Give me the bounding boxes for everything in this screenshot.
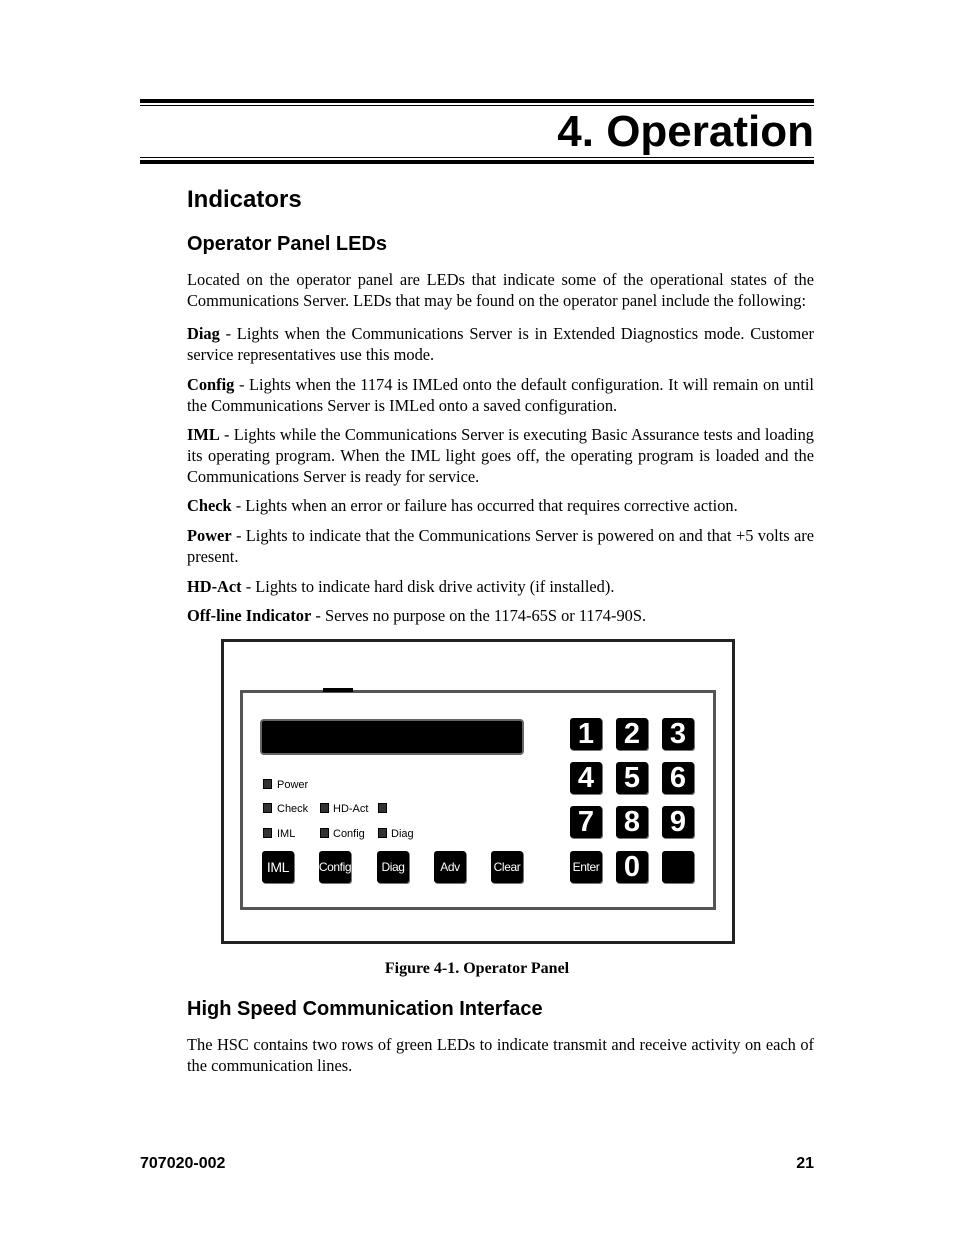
- led-desc: - Lights to indicate hard disk drive activity (if installed).: [241, 577, 615, 596]
- led-desc: - Serves no purpose on the 1174-65S or 1174-90S.: [311, 606, 647, 625]
- section-heading-indicators: Indicators: [187, 186, 302, 213]
- led-power-indicator: [263, 779, 272, 789]
- subsection-heading-hsc: High Speed Communication Interface: [187, 998, 543, 1020]
- led-term: Check: [187, 496, 232, 515]
- led-desc: - Lights to indicate that the Communications Server is powered on and that +5 volts are present.: [187, 526, 814, 566]
- config-key: Config: [319, 851, 351, 883]
- diag-key: Diag: [377, 851, 409, 883]
- led-desc: - Lights when the Communications Server is in Extended Diagnostics mode. Customer service representatives use this mode.: [187, 324, 814, 364]
- chapter-title: 4. Operation: [557, 107, 814, 156]
- led-term: HD-Act: [187, 577, 242, 596]
- led-config-indicator: [320, 828, 329, 838]
- header-rule-top-thick: [140, 99, 814, 103]
- header-rule-bottom-thin: [140, 157, 814, 158]
- led-term: Off-line Indicator: [187, 606, 312, 625]
- digit-key-5: 5: [616, 762, 648, 794]
- digit-key-2: 2: [616, 718, 648, 750]
- led-term: Config: [187, 375, 235, 394]
- led-term: IML: [187, 425, 220, 444]
- digit-key-0: 0: [616, 851, 648, 883]
- panel-display-tab: [333, 723, 385, 729]
- figure-caption: Figure 4-1. Operator Panel: [384, 960, 570, 977]
- enter-key: Enter: [570, 851, 602, 883]
- subsection-heading-operator-panel-leds: Operator Panel LEDs: [187, 233, 388, 255]
- digit-key-7: 7: [570, 806, 602, 838]
- led-label-diag: Diag: [391, 828, 414, 840]
- led-check-indicator: [263, 803, 272, 813]
- digit-key-8: 8: [616, 806, 648, 838]
- led-hd-act-indicator: [320, 803, 329, 813]
- led-offline-indicator: [378, 803, 387, 813]
- iml-key: IML: [262, 851, 294, 883]
- panel-lcd-display: [260, 719, 524, 755]
- footer-page-number: 21: [796, 1155, 814, 1172]
- footer-doc-number: 707020-002: [140, 1155, 226, 1172]
- led-desc-diag: [187, 323, 814, 365]
- operator-panel-figure: [221, 639, 735, 944]
- led-desc-power: [187, 525, 814, 567]
- led-label-check: Check: [277, 803, 309, 815]
- led-desc: - Lights while the Communications Server is executing Basic Assurance tests and loading its operating program. When the IML light goes off, the operating program is loaded and the Communications Server is ready for service.: [187, 425, 814, 486]
- digit-key-1: 1: [570, 718, 602, 750]
- led-desc-config: [187, 374, 814, 416]
- led-term: Power: [187, 526, 232, 545]
- led-diag-indicator: [378, 828, 387, 838]
- clear-key: Clear: [491, 851, 523, 883]
- operator-panel-bezel: [240, 690, 716, 910]
- blank-key: [662, 851, 694, 883]
- led-desc-offline: [187, 605, 814, 626]
- panel-notch: [323, 688, 353, 692]
- led-desc-check: [187, 495, 814, 516]
- led-desc-hd-act: [187, 576, 814, 597]
- hsc-paragraph: The HSC contains two rows of green LEDs to indicate transmit and receive activity on each of the communication lines.: [187, 1035, 814, 1075]
- led-label-config: Config: [333, 828, 365, 840]
- header-rule-bottom-thick: [140, 160, 814, 164]
- led-label-power: Power: [277, 779, 309, 791]
- digit-key-6: 6: [662, 762, 694, 794]
- adv-key: Adv: [434, 851, 466, 883]
- led-desc: - Lights when an error or failure has occurred that requires corrective action.: [231, 496, 738, 515]
- digit-key-4: 4: [570, 762, 602, 794]
- digit-key-3: 3: [662, 718, 694, 750]
- led-label-iml: IML: [277, 828, 296, 840]
- intro-paragraph: Located on the operator panel are LEDs that indicate some of the operational states of the Communications Server. LEDs that may be found on the operator panel include the following:: [187, 270, 814, 310]
- led-term: Diag: [187, 324, 220, 343]
- led-desc-iml: [187, 424, 814, 487]
- led-desc: - Lights when the 1174 is IMLed onto the default configuration. It will remain on until the Communications Server is IMLed onto a saved configuration.: [187, 375, 814, 415]
- led-label-hd-act: HD-Act: [333, 803, 369, 815]
- digit-key-9: 9: [662, 806, 694, 838]
- led-iml-indicator: [263, 828, 272, 838]
